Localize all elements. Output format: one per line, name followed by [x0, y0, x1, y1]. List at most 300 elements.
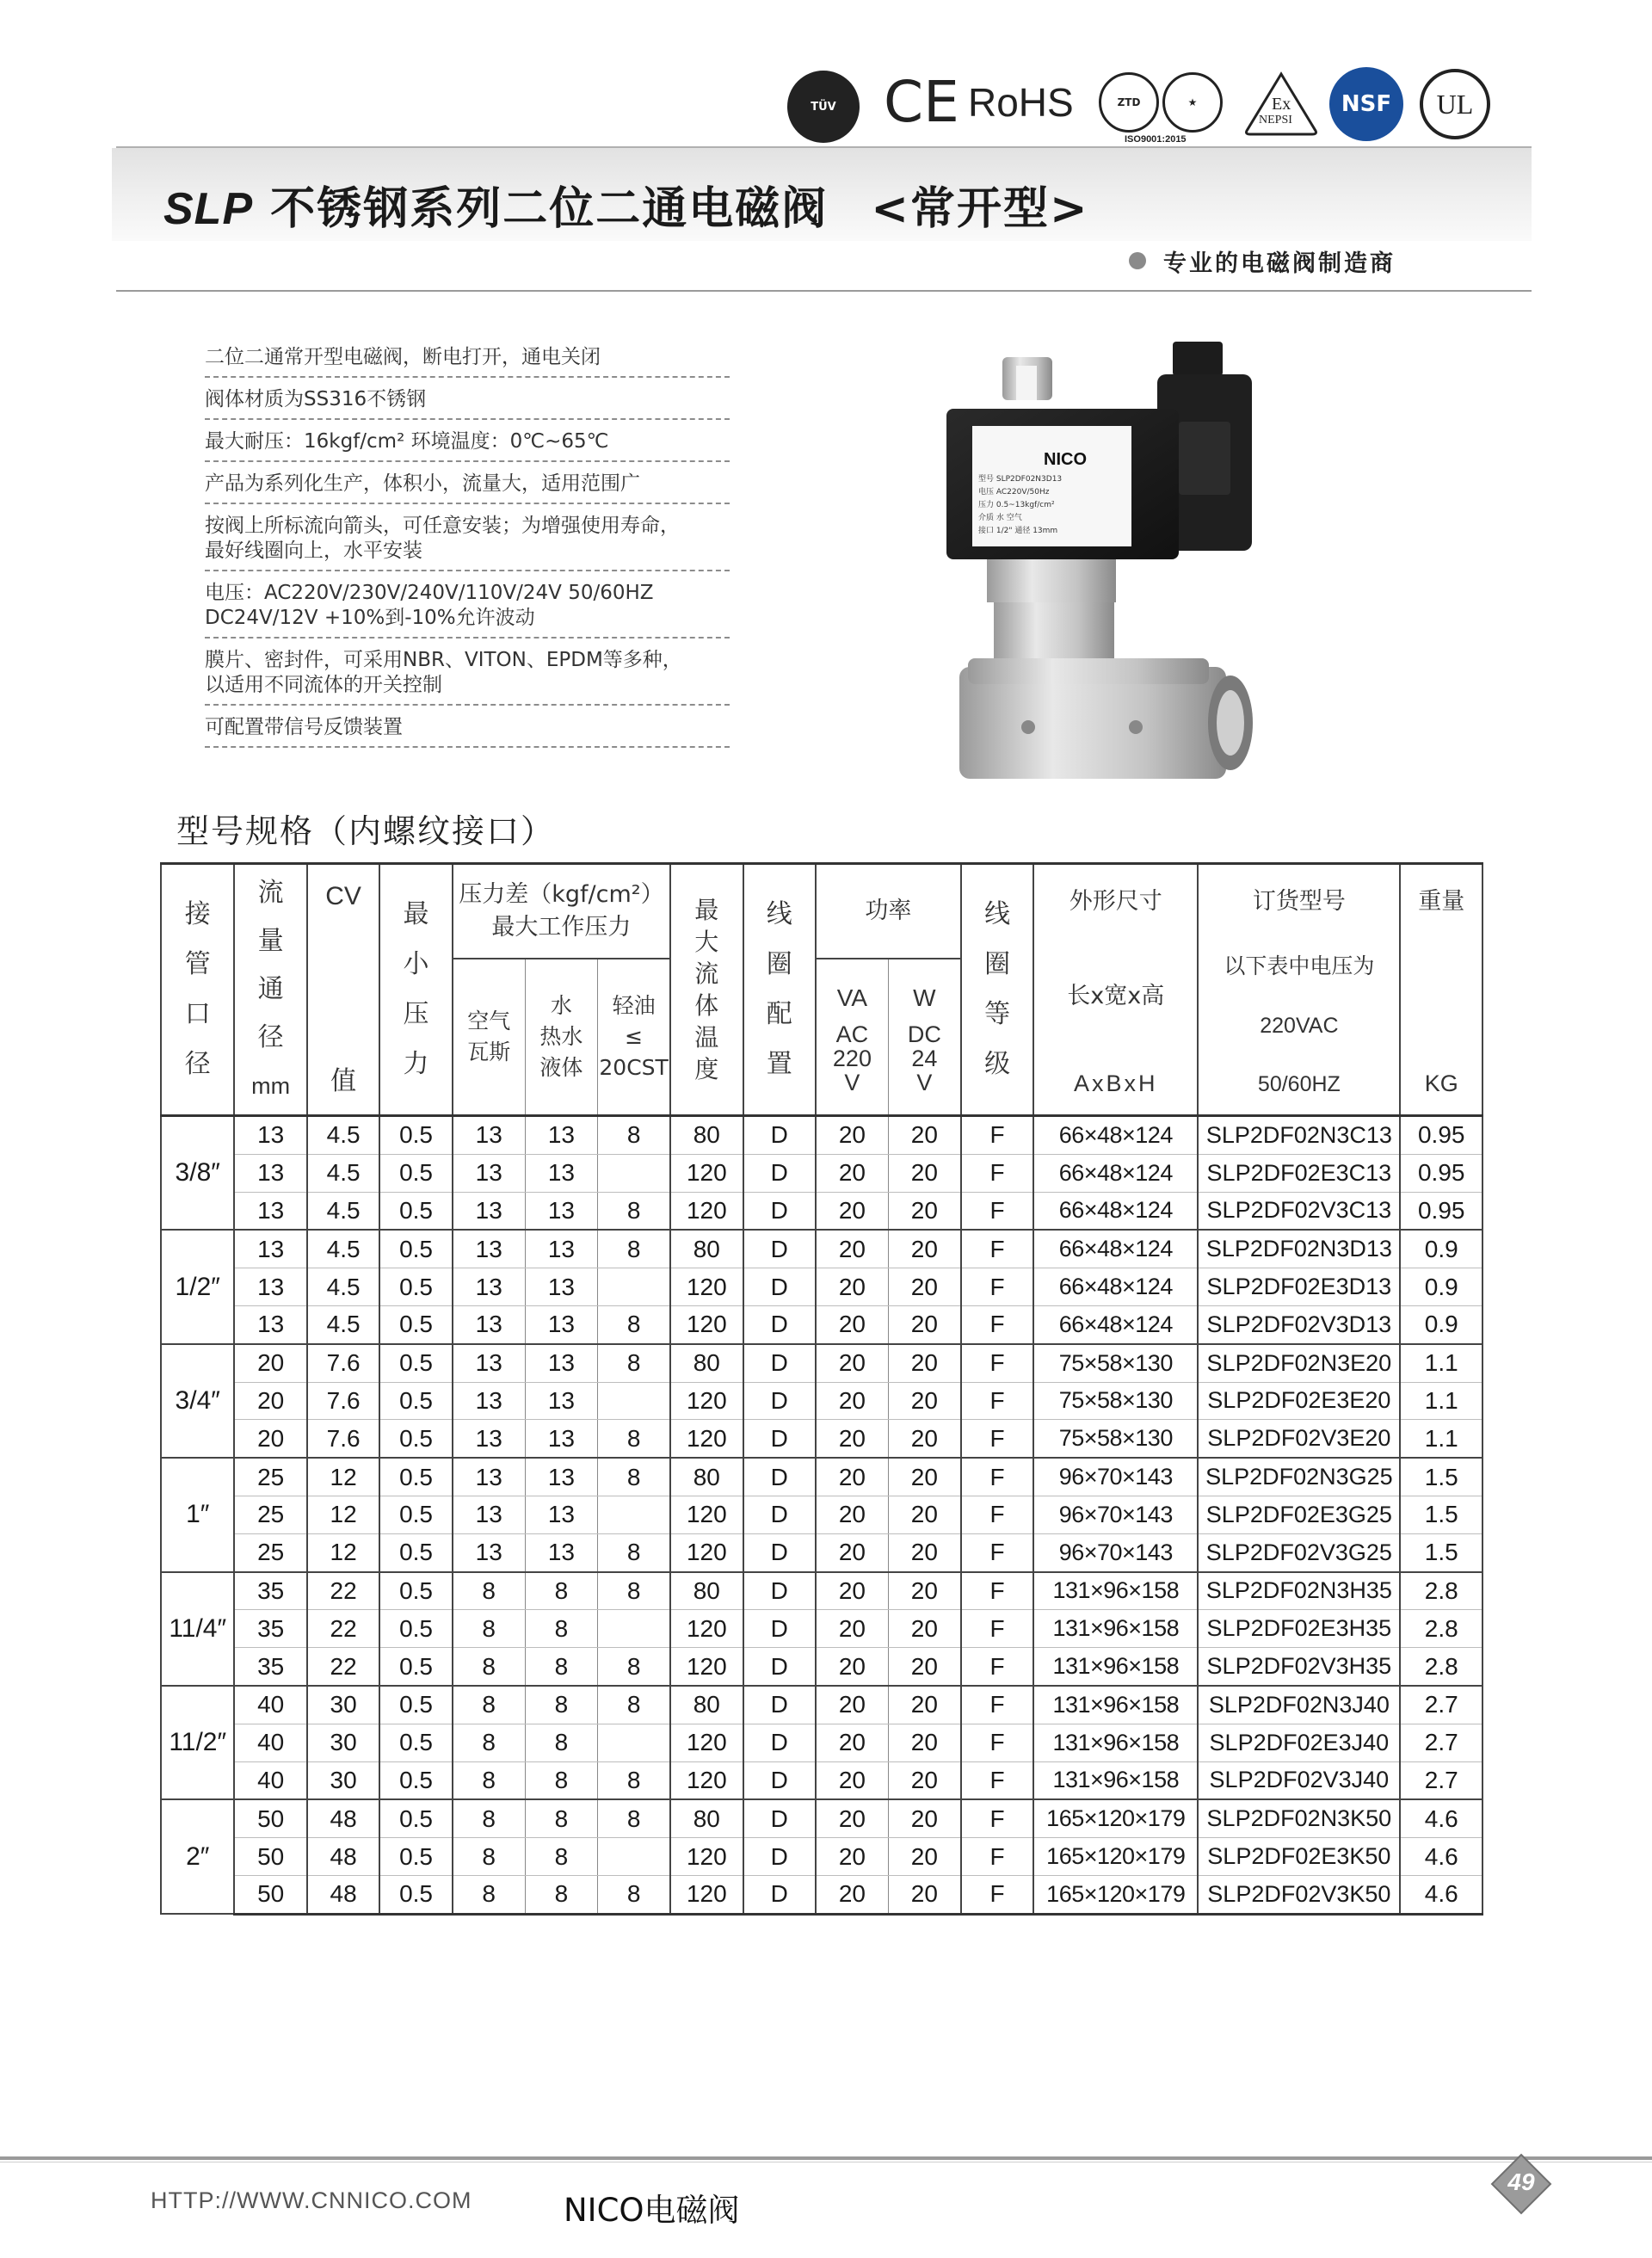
cell-coil-config: D — [743, 1724, 816, 1761]
cell-order-model: SLP2DF02N3H35 — [1198, 1572, 1400, 1610]
cell-air: 13 — [453, 1496, 525, 1533]
cell-min-pressure: 0.5 — [379, 1761, 452, 1799]
cell-cv: 12 — [307, 1496, 379, 1533]
cell-min-pressure: 0.5 — [379, 1192, 452, 1230]
header-port-text: 接 管 口 径 — [184, 899, 211, 1079]
cell-order-model: SLP2DF02E3C13 — [1198, 1154, 1400, 1192]
cell-weight: 1.1 — [1400, 1420, 1482, 1458]
cell-oil — [598, 1268, 670, 1306]
cell-dimensions: 131×96×158 — [1033, 1686, 1198, 1724]
cell-va: 20 — [816, 1686, 888, 1724]
cell-cv: 12 — [307, 1533, 379, 1571]
cell-min-pressure: 0.5 — [379, 1648, 452, 1686]
footer-brand: NICO电磁阀 — [564, 2192, 740, 2229]
cell-port: 11/4″ — [161, 1572, 234, 1686]
cell-coil-config: D — [743, 1192, 816, 1230]
nepsi-label: NEPSI — [1259, 114, 1292, 126]
cell-air: 13 — [453, 1458, 525, 1496]
cell-temp: 120 — [670, 1533, 743, 1571]
cell-temp: 120 — [670, 1875, 743, 1914]
cell-min-pressure: 0.5 — [379, 1344, 452, 1382]
cell-dimensions: 75×58×130 — [1033, 1382, 1198, 1420]
cell-min-pressure: 0.5 — [379, 1724, 452, 1761]
iso-label: ISO9001:2015 — [1125, 134, 1187, 145]
cell-water: 8 — [525, 1610, 597, 1648]
cell-w: 20 — [888, 1533, 960, 1571]
label-medium-line: 介质 水 空气 — [978, 514, 1022, 522]
cell-weight: 1.1 — [1400, 1382, 1482, 1420]
cell-weight: 1.5 — [1400, 1533, 1482, 1571]
cell-min-pressure: 0.5 — [379, 1838, 452, 1876]
header-pressure-diff: 压力差（kgf/cm²） 最大工作压力 — [453, 864, 670, 959]
cell-air: 13 — [453, 1305, 525, 1343]
header-coil-grade: 线 圈 等 级 — [961, 864, 1033, 1116]
cell-oil: 8 — [598, 1799, 670, 1837]
cell-weight: 4.6 — [1400, 1799, 1482, 1837]
footer-rule — [0, 2156, 1652, 2160]
cell-dimensions: 165×120×179 — [1033, 1799, 1198, 1837]
header-divider — [116, 290, 1532, 292]
cell-va: 20 — [816, 1533, 888, 1571]
cell-flow: 20 — [234, 1344, 306, 1382]
cell-port: 3/4″ — [161, 1344, 234, 1458]
cell-coil-config: D — [743, 1305, 816, 1343]
cell-dimensions: 131×96×158 — [1033, 1761, 1198, 1799]
cell-air: 13 — [453, 1268, 525, 1306]
cell-cv: 30 — [307, 1724, 379, 1761]
cell-w: 20 — [888, 1305, 960, 1343]
cell-temp: 120 — [670, 1610, 743, 1648]
cell-min-pressure: 0.5 — [379, 1799, 452, 1837]
cell-min-pressure: 0.5 — [379, 1610, 452, 1648]
cell-dimensions: 66×48×124 — [1033, 1305, 1198, 1343]
cell-cv: 30 — [307, 1686, 379, 1724]
cell-coil-grade: F — [961, 1610, 1033, 1648]
cell-dimensions: 75×58×130 — [1033, 1344, 1198, 1382]
cell-weight: 0.95 — [1400, 1116, 1482, 1155]
cell-cv: 4.5 — [307, 1268, 379, 1306]
cell-air: 8 — [453, 1724, 525, 1761]
cell-cv: 12 — [307, 1458, 379, 1496]
header-air: 空气 瓦斯 — [453, 959, 525, 1116]
cell-coil-config: D — [743, 1572, 816, 1610]
cell-temp: 120 — [670, 1761, 743, 1799]
cell-weight: 0.9 — [1400, 1230, 1482, 1268]
cell-coil-config: D — [743, 1610, 816, 1648]
cell-w: 20 — [888, 1875, 960, 1914]
cell-va: 20 — [816, 1344, 888, 1382]
cell-min-pressure: 0.5 — [379, 1382, 452, 1420]
cell-air: 8 — [453, 1761, 525, 1799]
cell-cv: 4.5 — [307, 1305, 379, 1343]
cell-coil-config: D — [743, 1116, 816, 1155]
cell-water: 13 — [525, 1116, 597, 1155]
header-va: VA AC 220 V — [816, 959, 888, 1116]
cell-oil: 8 — [598, 1116, 670, 1155]
cell-va: 20 — [816, 1761, 888, 1799]
table-row — [161, 1686, 1482, 1724]
cell-flow: 13 — [234, 1154, 306, 1192]
type-tag: <常开型> — [871, 183, 1089, 235]
cell-min-pressure: 0.5 — [379, 1230, 452, 1268]
cell-weight: 2.8 — [1400, 1610, 1482, 1648]
cell-flow: 25 — [234, 1458, 306, 1496]
cell-oil — [598, 1610, 670, 1648]
cell-water: 8 — [525, 1572, 597, 1610]
table-row — [161, 1799, 1482, 1837]
cell-dimensions: 66×48×124 — [1033, 1192, 1198, 1230]
footer-url[interactable]: HTTP://WWW.CNNICO.COM — [151, 2187, 472, 2213]
cell-flow: 13 — [234, 1305, 306, 1343]
cell-coil-grade: F — [961, 1382, 1033, 1420]
cell-min-pressure: 0.5 — [379, 1268, 452, 1306]
cell-temp: 120 — [670, 1724, 743, 1761]
cell-coil-grade: F — [961, 1268, 1033, 1306]
cell-oil: 8 — [598, 1761, 670, 1799]
cell-va: 20 — [816, 1496, 888, 1533]
cell-flow: 35 — [234, 1610, 306, 1648]
cell-dimensions: 131×96×158 — [1033, 1572, 1198, 1610]
cell-coil-grade: F — [961, 1458, 1033, 1496]
cell-water: 13 — [525, 1305, 597, 1343]
cell-min-pressure: 0.5 — [379, 1686, 452, 1724]
cell-va: 20 — [816, 1382, 888, 1420]
cell-weight: 2.7 — [1400, 1724, 1482, 1761]
label-details — [978, 473, 1129, 538]
cell-flow: 25 — [234, 1533, 306, 1571]
table-row — [161, 1382, 1482, 1420]
cell-order-model: SLP2DF02E3H35 — [1198, 1610, 1400, 1648]
cell-va: 20 — [816, 1420, 888, 1458]
cell-air: 13 — [453, 1116, 525, 1155]
cell-air: 13 — [453, 1420, 525, 1458]
cell-air: 8 — [453, 1799, 525, 1837]
certification-logos — [779, 60, 1519, 155]
table-row — [161, 1572, 1482, 1610]
cell-min-pressure: 0.5 — [379, 1154, 452, 1192]
cell-coil-config: D — [743, 1875, 816, 1914]
cell-va: 20 — [816, 1458, 888, 1496]
cell-flow: 50 — [234, 1838, 306, 1876]
label-brand: NICO — [1044, 450, 1087, 469]
cell-cv: 4.5 — [307, 1154, 379, 1192]
cell-va: 20 — [816, 1724, 888, 1761]
feature-item: 阀体材质为SS316不锈钢 — [205, 385, 730, 420]
cell-coil-grade: F — [961, 1799, 1033, 1837]
cell-dimensions: 66×48×124 — [1033, 1268, 1198, 1306]
header-power: 功率 — [816, 864, 961, 959]
cell-w: 20 — [888, 1230, 960, 1268]
cell-coil-grade: F — [961, 1761, 1033, 1799]
cell-w: 20 — [888, 1648, 960, 1686]
table-row — [161, 1496, 1482, 1533]
series-name: SLP — [163, 184, 254, 234]
cell-min-pressure: 0.5 — [379, 1572, 452, 1610]
label-model-line: 型号 SLP2DF02N3D13 — [978, 475, 1063, 484]
cell-coil-config: D — [743, 1648, 816, 1686]
table-row — [161, 1838, 1482, 1876]
cell-water: 8 — [525, 1648, 597, 1686]
cell-coil-config: D — [743, 1230, 816, 1268]
cell-coil-grade: F — [961, 1420, 1033, 1458]
cell-flow: 50 — [234, 1875, 306, 1914]
cell-cv: 7.6 — [307, 1382, 379, 1420]
table-row — [161, 1724, 1482, 1761]
cell-coil-config: D — [743, 1382, 816, 1420]
cell-order-model: SLP2DF02E3E20 — [1198, 1382, 1400, 1420]
nsf-logo: NSF — [1329, 67, 1403, 141]
cell-oil: 8 — [598, 1533, 670, 1571]
header-flow: 流 量 通 径 mm — [234, 864, 306, 1116]
table-row — [161, 1761, 1482, 1799]
cell-temp: 80 — [670, 1799, 743, 1837]
cell-flow: 13 — [234, 1268, 306, 1306]
cell-air: 13 — [453, 1230, 525, 1268]
series-title: 不锈钢系列二位二通电磁阀 — [270, 183, 829, 235]
cell-cv: 48 — [307, 1838, 379, 1876]
cell-dimensions: 131×96×158 — [1033, 1648, 1198, 1686]
table-row — [161, 1305, 1482, 1343]
cell-flow: 20 — [234, 1382, 306, 1420]
cell-w: 20 — [888, 1192, 960, 1230]
cell-temp: 120 — [670, 1838, 743, 1876]
cell-oil: 8 — [598, 1875, 670, 1914]
cell-water: 8 — [525, 1838, 597, 1876]
ce-mark-logo: CE — [884, 69, 959, 135]
cell-w: 20 — [888, 1838, 960, 1876]
cell-weight: 0.95 — [1400, 1154, 1482, 1192]
header-coil-config: 线 圈 配 置 — [743, 864, 816, 1116]
section-title: 型号规格（内螺纹接口） — [176, 812, 556, 850]
table-row — [161, 1420, 1482, 1458]
cell-va: 20 — [816, 1838, 888, 1876]
table-row — [161, 1192, 1482, 1230]
valve-illustration — [942, 340, 1278, 809]
tagline-bullet — [1129, 252, 1146, 269]
cell-va: 20 — [816, 1230, 888, 1268]
header-oil: 轻油 ≤ 20CST — [598, 959, 670, 1116]
cell-air: 13 — [453, 1154, 525, 1192]
cell-oil: 8 — [598, 1572, 670, 1610]
cell-cv: 30 — [307, 1761, 379, 1799]
cell-air: 13 — [453, 1344, 525, 1382]
cell-oil: 8 — [598, 1420, 670, 1458]
cell-coil-grade: F — [961, 1154, 1033, 1192]
cell-order-model: SLP2DF02N3K50 — [1198, 1799, 1400, 1837]
cell-order-model: SLP2DF02N3J40 — [1198, 1686, 1400, 1724]
cell-order-model: SLP2DF02V3H35 — [1198, 1648, 1400, 1686]
page-title — [163, 172, 1089, 237]
cell-dimensions: 75×58×130 — [1033, 1420, 1198, 1458]
cell-coil-grade: F — [961, 1116, 1033, 1155]
cell-flow: 13 — [234, 1116, 306, 1155]
cell-min-pressure: 0.5 — [379, 1116, 452, 1155]
cell-dimensions: 66×48×124 — [1033, 1116, 1198, 1155]
cell-order-model: SLP2DF02V3G25 — [1198, 1533, 1400, 1571]
cell-air: 8 — [453, 1648, 525, 1686]
cell-port: 11/2″ — [161, 1686, 234, 1799]
header-min-pressure: 最 小 压 力 — [379, 864, 452, 1116]
cell-order-model: SLP2DF02V3C13 — [1198, 1192, 1400, 1230]
cell-order-model: SLP2DF02E3J40 — [1198, 1724, 1400, 1761]
cell-coil-grade: F — [961, 1648, 1033, 1686]
rohs-logo: RoHS — [968, 80, 1074, 125]
cell-min-pressure: 0.5 — [379, 1496, 452, 1533]
cell-order-model: SLP2DF02N3E20 — [1198, 1344, 1400, 1382]
cell-w: 20 — [888, 1268, 960, 1306]
header-weight: 重量 KG — [1400, 864, 1482, 1116]
cell-dimensions: 131×96×158 — [1033, 1610, 1198, 1648]
cell-oil — [598, 1724, 670, 1761]
cell-flow: 40 — [234, 1761, 306, 1799]
cell-order-model: SLP2DF02N3D13 — [1198, 1230, 1400, 1268]
header-cv: CV 值 — [307, 864, 379, 1116]
cell-water: 13 — [525, 1230, 597, 1268]
cell-w: 20 — [888, 1344, 960, 1382]
table-header — [161, 864, 1482, 1116]
cell-air: 13 — [453, 1192, 525, 1230]
cell-w: 20 — [888, 1799, 960, 1837]
table-row — [161, 1458, 1482, 1496]
cell-va: 20 — [816, 1116, 888, 1155]
cell-dimensions: 131×96×158 — [1033, 1724, 1198, 1761]
cell-va: 20 — [816, 1154, 888, 1192]
cell-weight: 1.1 — [1400, 1344, 1482, 1382]
cell-oil: 8 — [598, 1458, 670, 1496]
cell-cv: 4.5 — [307, 1116, 379, 1155]
cell-dimensions: 165×120×179 — [1033, 1875, 1198, 1914]
cell-coil-grade: F — [961, 1344, 1033, 1382]
cell-weight: 2.8 — [1400, 1648, 1482, 1686]
cell-flow: 35 — [234, 1572, 306, 1610]
cell-oil — [598, 1382, 670, 1420]
cell-oil — [598, 1154, 670, 1192]
cell-temp: 120 — [670, 1268, 743, 1306]
cell-weight: 2.8 — [1400, 1572, 1482, 1610]
cell-w: 20 — [888, 1116, 960, 1155]
cell-coil-grade: F — [961, 1838, 1033, 1876]
cell-cv: 22 — [307, 1572, 379, 1610]
cell-w: 20 — [888, 1382, 960, 1420]
cell-dimensions: 96×70×143 — [1033, 1458, 1198, 1496]
cell-water: 13 — [525, 1268, 597, 1306]
cell-order-model: SLP2DF02E3G25 — [1198, 1496, 1400, 1533]
cell-temp: 120 — [670, 1648, 743, 1686]
cell-port: 3/8″ — [161, 1116, 234, 1231]
cell-va: 20 — [816, 1192, 888, 1230]
cell-oil: 8 — [598, 1648, 670, 1686]
cell-temp: 80 — [670, 1116, 743, 1155]
cell-w: 20 — [888, 1496, 960, 1533]
tuv-seal-logo: TÜV — [787, 71, 860, 143]
cell-flow: 20 — [234, 1420, 306, 1458]
cell-water: 13 — [525, 1192, 597, 1230]
cell-water: 13 — [525, 1533, 597, 1571]
cell-port: 2″ — [161, 1799, 234, 1914]
cell-va: 20 — [816, 1610, 888, 1648]
cell-water: 13 — [525, 1458, 597, 1496]
cell-w: 20 — [888, 1610, 960, 1648]
cell-air: 8 — [453, 1572, 525, 1610]
cell-weight: 4.6 — [1400, 1838, 1482, 1876]
cell-coil-config: D — [743, 1533, 816, 1571]
spec-table — [160, 862, 1483, 1916]
cell-min-pressure: 0.5 — [379, 1305, 452, 1343]
cell-weight: 4.6 — [1400, 1875, 1482, 1914]
feature-item: 膜片、密封件，可采用NBR、VITON、EPDM等多种， 以适用不同流体的开关控制 — [205, 645, 730, 706]
cell-min-pressure: 0.5 — [379, 1458, 452, 1496]
iso-seal-logo: ★ — [1162, 72, 1223, 133]
cell-port: 1″ — [161, 1458, 234, 1571]
cell-va: 20 — [816, 1305, 888, 1343]
cell-weight: 1.5 — [1400, 1458, 1482, 1496]
cell-coil-grade: F — [961, 1724, 1033, 1761]
cell-flow: 40 — [234, 1724, 306, 1761]
cell-coil-config: D — [743, 1268, 816, 1306]
cell-water: 13 — [525, 1420, 597, 1458]
cell-air: 8 — [453, 1875, 525, 1914]
cell-coil-config: D — [743, 1838, 816, 1876]
cell-coil-grade: F — [961, 1533, 1033, 1571]
header-port — [161, 864, 234, 1116]
label-pressure-line: 压力 0.5~13kgf/cm² — [978, 501, 1055, 509]
cell-coil-config: D — [743, 1344, 816, 1382]
cell-weight: 2.7 — [1400, 1761, 1482, 1799]
page-number: 49 — [1507, 2169, 1535, 2195]
cell-air: 13 — [453, 1533, 525, 1571]
cell-coil-config: D — [743, 1761, 816, 1799]
cell-w: 20 — [888, 1686, 960, 1724]
cell-weight: 1.5 — [1400, 1496, 1482, 1533]
cell-coil-config: D — [743, 1154, 816, 1192]
cell-temp: 120 — [670, 1154, 743, 1192]
table-row — [161, 1648, 1482, 1686]
cell-temp: 120 — [670, 1305, 743, 1343]
cell-coil-grade: F — [961, 1305, 1033, 1343]
cell-coil-grade: F — [961, 1230, 1033, 1268]
table-row — [161, 1875, 1482, 1914]
cell-order-model: SLP2DF02V3D13 — [1198, 1305, 1400, 1343]
cell-water: 8 — [525, 1799, 597, 1837]
cell-temp: 120 — [670, 1192, 743, 1230]
cell-dimensions: 96×70×143 — [1033, 1496, 1198, 1533]
header-max-temp: 最 大 流 体 温 度 — [670, 864, 743, 1116]
feature-item: 产品为系列化生产，体积小，流量大，适用范围广 — [205, 469, 730, 504]
cell-order-model: SLP2DF02N3G25 — [1198, 1458, 1400, 1496]
cell-min-pressure: 0.5 — [379, 1420, 452, 1458]
feature-item: 按阀上所标流向箭头，可任意安装；为增强使用寿命， 最好线圈向上，水平安装 — [205, 511, 730, 571]
cell-order-model: SLP2DF02V3K50 — [1198, 1875, 1400, 1914]
cell-water: 8 — [525, 1875, 597, 1914]
cell-temp: 80 — [670, 1230, 743, 1268]
cell-order-model: SLP2DF02E3K50 — [1198, 1838, 1400, 1876]
header-water: 水 热水 液体 — [525, 959, 597, 1116]
feature-item: 二位二通常开型电磁阀，断电打开，通电关闭 — [205, 342, 730, 378]
cell-cv: 48 — [307, 1875, 379, 1914]
cell-temp: 80 — [670, 1344, 743, 1382]
cell-water: 13 — [525, 1154, 597, 1192]
cell-coil-grade: F — [961, 1686, 1033, 1724]
cell-temp: 80 — [670, 1686, 743, 1724]
cell-cv: 7.6 — [307, 1420, 379, 1458]
cell-flow: 40 — [234, 1686, 306, 1724]
cell-coil-config: D — [743, 1458, 816, 1496]
cell-cv: 22 — [307, 1648, 379, 1686]
cell-w: 20 — [888, 1724, 960, 1761]
cell-port: 1/2″ — [161, 1230, 234, 1343]
cell-dimensions: 96×70×143 — [1033, 1533, 1198, 1571]
cell-water: 13 — [525, 1496, 597, 1533]
